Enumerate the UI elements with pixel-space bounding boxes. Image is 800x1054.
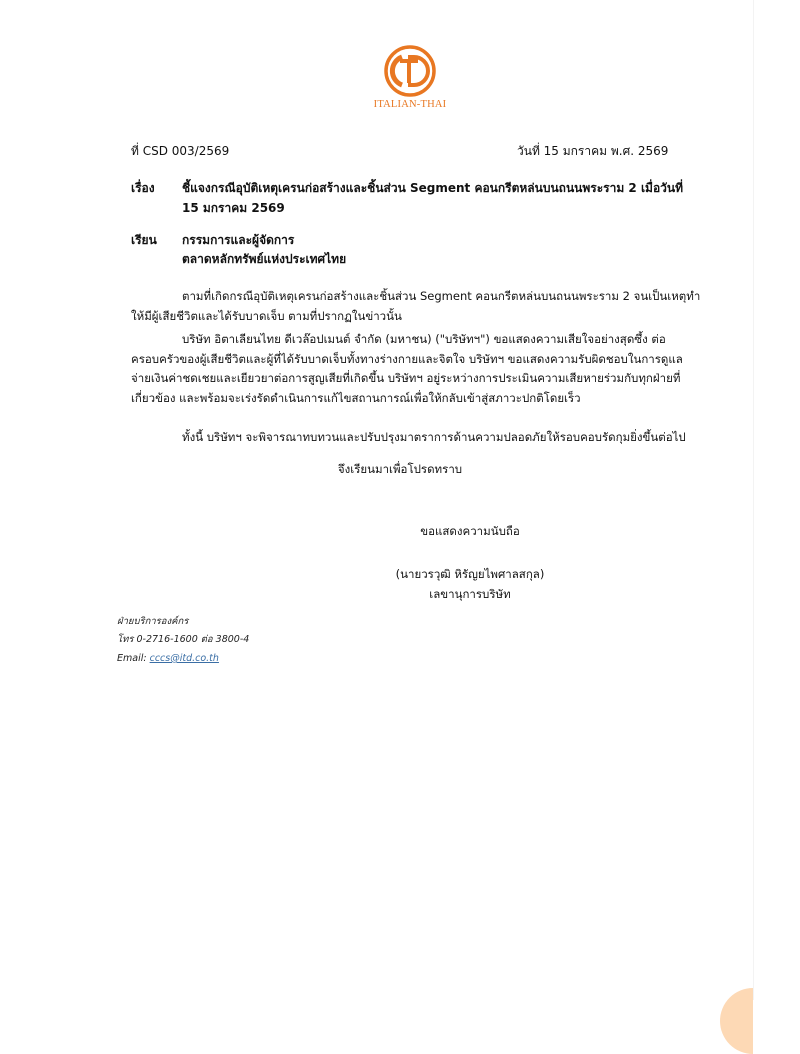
paragraph-line: บริษัท อิตาเลียนไทย ดีเวล๊อปเมนต์ จำกัด (มหาชน) ("บริษัทฯ") ขอแสดงความเสียใจอย่างสุดซึ้ง ต่อ — [182, 332, 666, 346]
footer-phone: โทร 0-2716-1600 ต่อ 3800-4 — [117, 634, 250, 645]
body-paragraph-1 — [131, 287, 701, 326]
paragraph-line: ตามที่เกิดกรณีอุบัติเหตุเครนก่อสร้างและชิ้นส่วน Segment คอนกรีตหล่นบนถนนพระราม 2 จนเป็นเหตุทำ — [182, 289, 701, 303]
recipient-line1: กรรมการและผู้จัดการ — [182, 233, 295, 247]
paragraph-line: เกี่ยวข้อง และพร้อมจะเร่งรัดดำเนินการแก้ไขสถานการณ์เพื่อให้กลับเข้าสู่สภาวะปกติโดยเร็ว — [131, 390, 581, 405]
footer-email-row — [117, 653, 219, 665]
recipient-label: เรียน — [131, 233, 157, 247]
signatory-name: (นายวรวุฒิ หิรัญยไพศาลสกุล) — [395, 567, 545, 581]
body-paragraph-3 — [131, 428, 686, 448]
subject-text-line1: ชี้แจงกรณีอุบัติเหตุเครนก่อสร้างและชิ้นส่วน Segment คอนกรีตหล่นบนถนนพระราม 2 เมื่อวันที่ — [182, 181, 684, 195]
subject-label: เรื่อง — [131, 181, 155, 195]
email-label: Email: — [117, 653, 147, 664]
page-edge-divider — [753, 0, 754, 1000]
document-date: วันที่ 15 มกราคม พ.ศ. 2569 — [517, 144, 669, 158]
footer-department: ฝ่ายบริการองค์กร — [117, 616, 189, 627]
body-paragraph-2 — [131, 330, 683, 408]
recipient-line2: ตลาดหลักทรัพย์แห่งประเทศไทย — [182, 252, 347, 266]
logo-brand-text: ITALIAN-THAI — [373, 99, 447, 110]
signatory-title: เลขานุการบริษัท — [429, 587, 511, 601]
paragraph-line: ทั้งนี้ บริษัทฯ จะพิจารณาทบทวนและปรับปรุงมาตราการด้านความปลอดภัยให้รอบคอบรัดกุมยิ่งขึ้นต่อไป — [182, 430, 686, 444]
closing-statement: จึงเรียนมาเพื่อโปรดทราบ — [337, 462, 463, 476]
paragraph-line: จ่ายเงินค่าชดเชยและเยียวยาต่อการสูญเสียที่เกิดขึ้น บริษัทฯ อยู่ระหว่างการประเมินความเสียหายร่วมกับทุกฝ่ายที่ — [131, 371, 681, 385]
subject-text-line2: 15 มกราคม 2569 — [182, 201, 285, 215]
reference-number: ที่ CSD 003/2569 — [131, 144, 230, 158]
paragraph-line: ให้มีผู้เสียชีวิตและได้รับบาดเจ็บ ตามที่ปรากฏในข่าวนั้น — [131, 308, 402, 323]
paragraph-line: ครอบครัวของผู้เสียชีวิตและผู้ที่ได้รับบาดเจ็บทั้งทางร่างกายและจิตใจ บริษัทฯ ขอแสดงความรับผิดชอบในการดูแล — [131, 351, 683, 366]
signature-regards: ขอแสดงความนับถือ — [420, 524, 520, 538]
itd-logo-icon — [384, 45, 436, 97]
company-logo — [370, 45, 450, 110]
email-link[interactable]: cccs@itd.co.th — [149, 653, 219, 664]
